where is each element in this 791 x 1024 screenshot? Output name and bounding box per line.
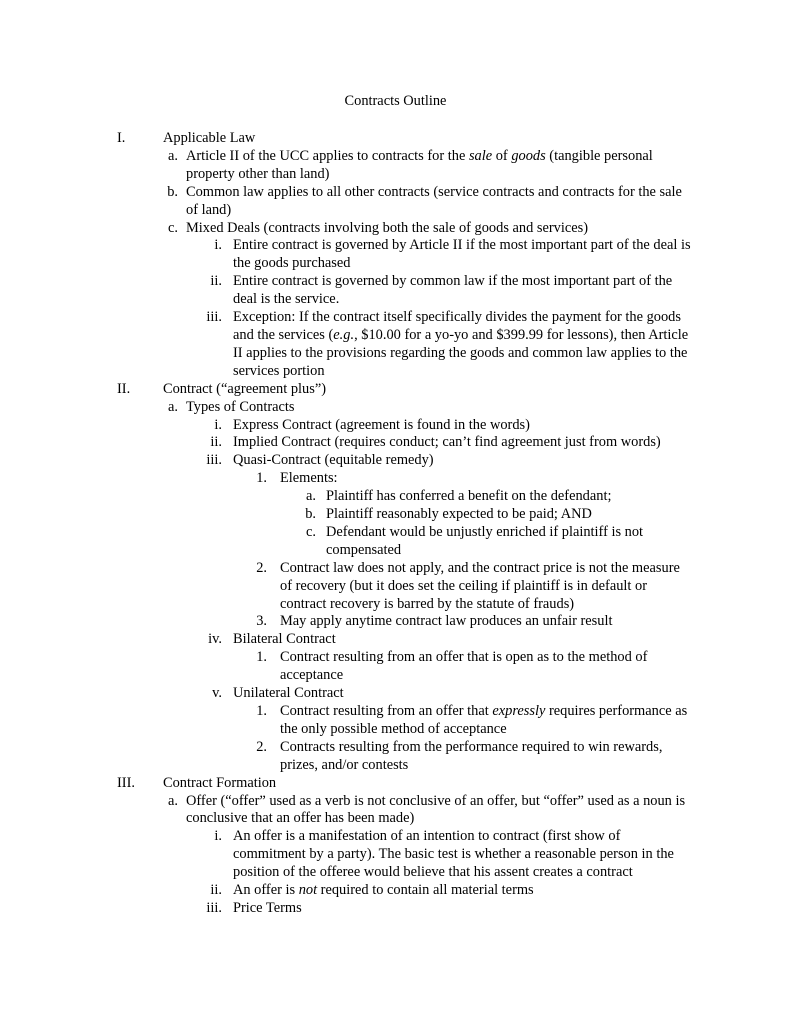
emphasis-text: e.g. <box>333 326 355 343</box>
outline-item <box>0 900 791 918</box>
outline-item <box>0 560 791 614</box>
outline-item <box>0 184 791 220</box>
item-marker: 1. <box>256 703 267 719</box>
outline-item <box>0 685 791 703</box>
item-marker: a. <box>306 488 316 505</box>
item-text: Implied Contract (requires conduct; can’t find agreement just from words) <box>233 434 661 451</box>
section-1 <box>0 130 791 148</box>
text-run: Article II of the UCC applies to contracts for the <box>186 147 469 164</box>
text-run: required to contain all material terms <box>317 882 534 899</box>
item-marker: ii. <box>210 273 222 290</box>
emphasis-text: goods <box>511 147 546 164</box>
text-run: Exception: If the contract itself specifically divides the payment for the goods and the services ( <box>233 309 681 343</box>
section-marker: III. <box>117 774 135 791</box>
section-3 <box>0 775 791 793</box>
item-text: Offer (“offer” used as a verb is not conclusive of an offer, but “offer” used as a noun is conclusive that an offer has been made) <box>186 792 686 827</box>
outline-item <box>0 828 791 882</box>
item-text <box>233 309 691 381</box>
section-heading: Applicable Law <box>163 130 256 146</box>
item-text <box>186 148 697 184</box>
page-title: Contracts Outline <box>344 93 447 109</box>
item-marker: b. <box>305 506 316 523</box>
outline-item <box>0 882 791 900</box>
item-marker: 2. <box>256 738 267 755</box>
item-marker: c. <box>306 523 316 540</box>
item-marker: b. <box>167 183 178 200</box>
item-marker: iii. <box>206 899 222 916</box>
text-run: (tangible personal property other than land) <box>186 147 653 182</box>
outline-item <box>0 434 791 452</box>
item-marker: iii. <box>206 309 222 326</box>
outline-item <box>0 631 791 649</box>
item-text <box>233 882 691 900</box>
item-marker: iii. <box>206 452 222 469</box>
text-run: , $10.00 for a yo-yo and $399.99 for lessons), then Article II applies to the provisions regarding the goods and common law applies to the services portion <box>233 326 689 379</box>
item-text: An offer is a manifestation of an intention to contract (first show of commitment by a party). The basic test is whether a reasonable person in the position of the offeree would believe that his assent creates a contract <box>233 828 674 881</box>
item-text: Mixed Deals (contracts involving both the sale of goods and services) <box>186 219 589 236</box>
outline-item <box>0 649 791 685</box>
item-text: Price Terms <box>233 899 302 916</box>
item-text: Entire contract is governed by common law if the most important part of the deal is the service. <box>233 273 673 308</box>
item-text: Plaintiff has conferred a benefit on the defendant; <box>326 488 612 505</box>
item-text: Elements: <box>280 470 338 487</box>
item-marker: 1. <box>256 470 267 487</box>
item-marker: i. <box>214 828 222 845</box>
outline-item <box>0 524 791 560</box>
emphasis-text: expressly <box>492 703 546 719</box>
outline-item <box>0 739 791 775</box>
item-marker: 2. <box>256 559 267 576</box>
item-marker: 1. <box>256 649 267 666</box>
item-marker: a. <box>168 147 178 164</box>
section-marker: I. <box>117 130 126 146</box>
outline-item <box>0 703 791 739</box>
item-marker: v. <box>212 685 222 702</box>
text-run: requires performance as the only possible method of acceptance <box>280 703 688 737</box>
item-marker: a. <box>168 792 178 809</box>
emphasis-text: sale <box>468 147 493 164</box>
item-text: Quasi-Contract (equitable remedy) <box>233 452 434 469</box>
section-marker: II. <box>117 380 131 397</box>
item-marker: ii. <box>210 434 222 451</box>
item-text: Contracts resulting from the performance required to win rewards, prizes, and/or contests <box>280 738 663 773</box>
text-run: An offer is <box>233 882 299 899</box>
item-marker: iv. <box>208 631 222 648</box>
outline-item <box>0 613 791 631</box>
outline-item <box>0 273 791 309</box>
item-marker: i. <box>214 237 222 254</box>
text-run: of <box>492 147 512 164</box>
text-run: Contract resulting from an offer that <box>280 703 493 719</box>
item-text: Plaintiff reasonably expected to be paid; AND <box>326 506 592 523</box>
item-text: Defendant would be unjustly enriched if plaintiff is not compensated <box>326 523 644 558</box>
outline <box>0 130 791 918</box>
item-text: Contract resulting from an offer that is open as to the method of acceptance <box>280 649 648 684</box>
item-text: Entire contract is governed by Article II if the most important part of the deal is the goods purchased <box>233 237 691 272</box>
section-heading: Contract Formation <box>163 774 277 791</box>
outline-item <box>0 399 791 417</box>
item-marker: ii. <box>210 882 222 899</box>
outline-item <box>0 309 791 381</box>
item-text <box>280 703 691 739</box>
item-text: Types of Contracts <box>186 398 295 415</box>
item-text: Bilateral Contract <box>233 631 336 648</box>
item-text: May apply anytime contract law produces an unfair result <box>280 613 613 630</box>
outline-item <box>0 793 791 829</box>
outline-item <box>0 452 791 470</box>
emphasis-text: not <box>298 882 318 899</box>
item-text: Common law applies to all other contracts (service contracts and contracts for the sale of land) <box>186 183 682 218</box>
item-marker: a. <box>168 398 178 415</box>
item-marker: c. <box>168 219 178 236</box>
outline-item <box>0 506 791 524</box>
outline-item <box>0 148 791 184</box>
section-2 <box>0 381 791 399</box>
item-text: Unilateral Contract <box>233 685 344 702</box>
outline-item <box>0 470 791 488</box>
outline-item <box>0 220 791 238</box>
item-text: Express Contract (agreement is found in the words) <box>233 416 530 433</box>
item-marker: 3. <box>256 613 267 630</box>
outline-item <box>0 417 791 435</box>
outline-item <box>0 237 791 273</box>
item-marker: i. <box>214 416 222 433</box>
section-heading: Contract (“agreement plus”) <box>163 380 327 397</box>
outline-item <box>0 488 791 506</box>
item-text: Contract law does not apply, and the contract price is not the measure of recovery (but it does set the ceiling if plaintiff is in default or contract recovery is barred by the statute of frauds) <box>280 559 680 612</box>
